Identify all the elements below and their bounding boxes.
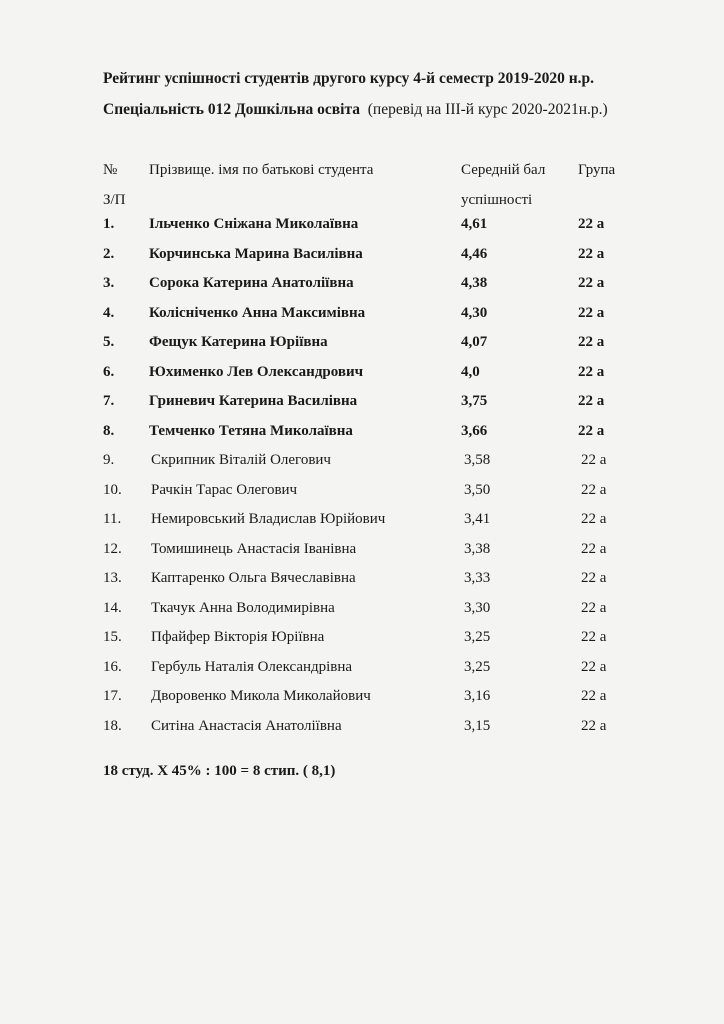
row-number: 13. (103, 570, 122, 586)
row-number: 1. (103, 216, 115, 232)
average-score: 4,46 (461, 245, 488, 262)
average-score: 3,25 (464, 658, 491, 675)
header-number-sign: № (103, 162, 118, 178)
table-row (0, 301, 724, 331)
average-score: 4,61 (461, 216, 488, 232)
row-number: 3. (103, 275, 115, 291)
student-name: Темченко Тетяна Миколаївна (149, 422, 353, 439)
group-code: 22 а (578, 363, 605, 380)
average-score: 3,15 (464, 717, 491, 734)
table-row (0, 242, 724, 272)
row-number: 18. (103, 717, 122, 734)
group-code: 22 а (581, 481, 607, 498)
group-code: 22 а (578, 216, 605, 232)
student-name: Ситіна Анастасія Анатоліївна (151, 717, 342, 734)
table-row (0, 714, 724, 744)
average-score: 3,38 (464, 540, 491, 557)
row-number: 12. (103, 540, 122, 557)
row-number: 17. (103, 688, 122, 704)
header-number (103, 155, 126, 215)
group-code: 22 а (578, 275, 605, 291)
scholarship-calculation: 18 студ. Х 45% : 100 = 8 стип. ( 8,1) (103, 763, 336, 779)
average-score: 3,16 (464, 688, 491, 704)
document-title: Рейтинг успішності студентів другого курсу 4-й семестр 2019-2020 н.р. (103, 70, 595, 87)
student-name: Ткачук Анна Володимирівна (151, 599, 335, 616)
student-name: Немировський Владислав Юрійович (151, 511, 386, 527)
student-name: Колісніченко Анна Максимівна (149, 304, 366, 321)
row-number: 15. (103, 629, 122, 645)
row-number: 10. (103, 481, 122, 498)
student-name: Корчинська Марина Василівна (149, 245, 363, 262)
average-score: 4,30 (461, 304, 488, 321)
average-score: 4,38 (461, 275, 488, 291)
average-score: 4,0 (461, 363, 480, 380)
group-code: 22 а (581, 717, 607, 734)
specialty-label: Спеціальність 012 Дошкільна освіта (103, 101, 360, 118)
group-code: 22 а (578, 245, 605, 262)
group-code: 22 а (578, 304, 605, 321)
student-name: Скрипник Віталій Олегович (151, 452, 331, 468)
average-score: 3,33 (464, 570, 491, 586)
table-row (0, 271, 724, 301)
group-code: 22 а (578, 393, 605, 409)
header-average-label: Середній бал (461, 162, 546, 178)
table-row (0, 419, 724, 449)
average-score: 3,50 (464, 481, 491, 498)
student-name: Сорока Катерина Анатоліївна (149, 275, 354, 291)
header-average-sub: успішності (461, 192, 533, 208)
student-name: Рачкін Тарас Олегович (151, 481, 298, 498)
group-code: 22 а (581, 658, 607, 675)
average-score: 3,41 (464, 511, 491, 527)
student-name: Томишинець Анастасія Іванівна (151, 540, 357, 557)
row-number: 16. (103, 658, 122, 675)
student-name: Юхименко Лев Олександрович (149, 363, 364, 380)
row-number: 7. (103, 393, 115, 409)
average-score: 3,30 (464, 599, 491, 616)
average-score: 3,58 (464, 452, 491, 468)
table-row (0, 625, 724, 655)
group-code: 22 а (581, 629, 607, 645)
table-row (0, 596, 724, 626)
student-name: Каптаренко Ольга Вячеславівна (151, 570, 356, 586)
table-row (0, 507, 724, 537)
average-score: 3,25 (464, 629, 491, 645)
group-code: 22 а (581, 599, 607, 616)
student-name: Ільченко Сніжана Миколаївна (149, 216, 359, 232)
group-code: 22 а (581, 570, 607, 586)
table-row (0, 389, 724, 419)
table-row (0, 537, 724, 567)
row-number: 6. (103, 363, 115, 380)
specialty-line (103, 101, 608, 119)
group-code: 22 а (581, 688, 607, 704)
student-name: Пфайфер Вікторія Юріївна (151, 629, 325, 645)
group-code: 22 а (581, 511, 607, 527)
table-row (0, 478, 724, 508)
row-number: 14. (103, 599, 122, 616)
table-row (0, 448, 724, 478)
row-number: 2. (103, 245, 115, 262)
header-group: Група (578, 162, 616, 178)
header-average (461, 155, 545, 215)
transfer-note: (перевід на ІІІ-й курс 2020-2021н.р.) (367, 101, 608, 118)
row-number: 8. (103, 422, 115, 439)
table-row (0, 212, 724, 242)
row-number: 4. (103, 304, 115, 321)
student-name: Гербуль Наталія Олександрівна (151, 658, 353, 675)
row-number: 11. (103, 511, 122, 527)
group-code: 22 а (578, 334, 605, 350)
table-row (0, 684, 724, 714)
table-row (0, 330, 724, 360)
average-score: 4,07 (461, 334, 488, 350)
table-row (0, 655, 724, 685)
group-code: 22 а (581, 540, 607, 557)
student-name: Гриневич Катерина Василівна (149, 393, 358, 409)
header-number-sub: З/П (103, 192, 126, 208)
average-score: 3,66 (461, 422, 488, 439)
row-number: 9. (103, 452, 115, 468)
student-name: Дворовенко Микола Миколайович (151, 688, 371, 704)
student-list (0, 212, 724, 743)
table-row (0, 566, 724, 596)
header-name: Прізвище. імя по батькові студента (149, 162, 374, 178)
row-number: 5. (103, 334, 115, 350)
group-code: 22 а (581, 452, 607, 468)
group-code: 22 а (578, 422, 605, 439)
average-score: 3,75 (461, 393, 488, 409)
student-name: Фещук Катерина Юріївна (149, 334, 328, 350)
table-row (0, 360, 724, 390)
